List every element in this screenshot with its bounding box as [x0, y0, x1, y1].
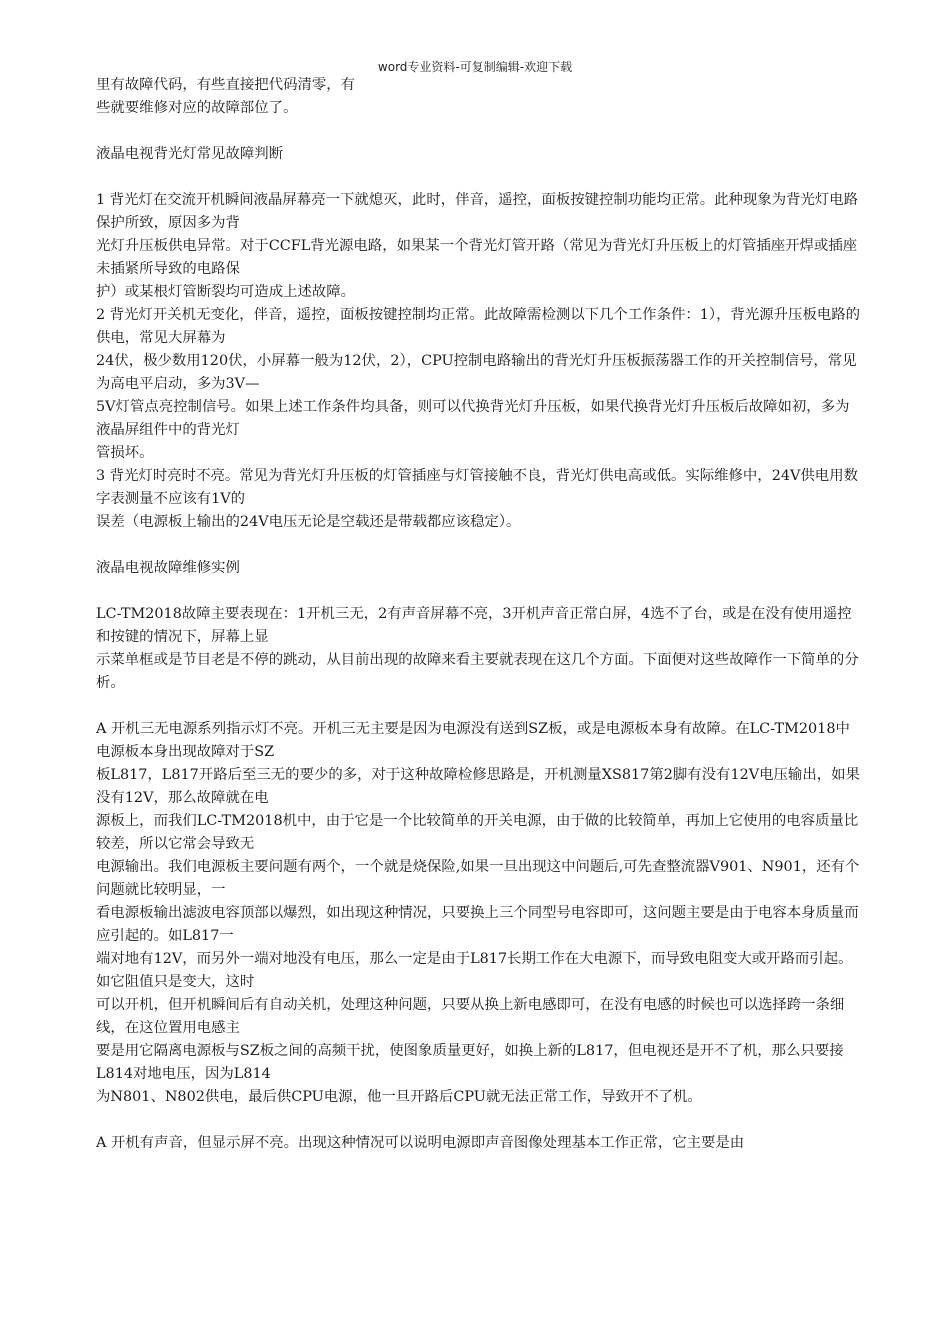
text-line: 电源输出。我们电源板主要问题有两个，一个就是烧保险,如果一旦出现这中问题后,可先查整流器V901、N901，还有个问题就比较明显，一	[96, 859, 860, 898]
paragraph	[96, 557, 860, 580]
text-line: 2 背光灯开关机无变化，伴音，遥控，面板按键控制均正常。此故障需检测以下几个工作条件：1），背光源升压板电路的供电，常见大屏幕为	[96, 307, 861, 346]
text-line: 5V灯管点亮控制信号。如果上述工作条件均具备，则可以代换背光灯升压板，如果代换背光灯升压板后故障如初，多为液晶屏组件中的背光灯	[96, 399, 850, 438]
text-line: 光灯升压板供电异常。对于CCFL背光源电路，如果某一个背光灯管开路（常见为背光灯升压板上的灯管插座开焊或插座未插紧所导致的电路保	[96, 238, 858, 277]
text-line: A 开机三无电源系列指示灯不亮。开机三无主要是因为电源没有送到SZ板，或是电源板本身有故障。在LC-TM2018中电源板本身出现故障对于SZ	[96, 721, 850, 760]
text-line: 端对地有12V，而另外一端对地没有电压，那么一定是由于L817长期工作在大电源下，而导致电阻变大或开路而引起。如它阻值只是变大，这时	[96, 951, 853, 990]
text-line: 要是用它隔离电源板与SZ板之间的高频干扰，使图象质量更好，如换上新的L817，但电视还是开不了机，那么只要接L814对地电压，因为L814	[96, 1043, 844, 1082]
text-line: 液晶电视故障维修实例	[96, 560, 240, 576]
text-line: 为N801、N802供电，最后供CPU电源，他一旦开路后CPU就无法正常工作，导致开不了机。	[96, 1089, 702, 1105]
paragraph	[96, 718, 860, 1109]
text-line: LC-TM2018故障主要表现在：1开机三无，2有声音屏幕不亮，3开机声音正常白屏，4选不了台，或是在没有使用遥控和按键的情况下，屏幕上显	[96, 606, 852, 645]
text-line: 1 背光灯在交流开机瞬间液晶屏幕亮一下就熄灭，此时，伴音，遥控，面板按键控制功能均正常。此种现象为背光灯电路保护所致，原因多为背	[96, 192, 859, 231]
paragraph	[96, 143, 860, 166]
text-line: 误差（电源板上输出的24V电压无论是空载还是带载都应该稳定）。	[96, 514, 521, 530]
text-line: 些就要维修对应的故障部位了。	[96, 100, 298, 116]
page-header: word专业资料-可复制编辑-欢迎下载	[377, 60, 573, 74]
text-line: 看电源板输出滤波电容顶部以爆烈，如出现这种情况，只要换上三个同型号电容即可，这问题主要是由于电容本身质量而应引起的。如L817一	[96, 905, 859, 944]
text-line: 板L817，L817开路后至三无的要少的多，对于这种故障检修思路是，开机测量XS817第2脚有没有12V电压输出，如果没有12V，那么故障就在电	[96, 767, 860, 806]
paragraph	[96, 189, 860, 534]
text-line: 液晶电视背光灯常见故障判断	[96, 146, 284, 162]
text-line: 可以开机，但开机瞬间后有自动关机，处理这种问题，只要从换上新电感即可，在没有电感的时候也可以选择跨一条细线，在这位置用电感主	[96, 997, 845, 1036]
text-line: 源板上，而我们LC-TM2018机中，由于它是一个比较简单的开关电源，由于做的比较简单，再加上它使用的电容质量比较差，所以它常会导致无	[96, 813, 859, 852]
text-line: A 开机有声音，但显示屏不亮。出现这种情况可以说明电源即声音图像处理基本工作正常，它主要是由	[96, 1135, 745, 1151]
document-body	[96, 74, 860, 1155]
text-line: 示菜单框或是节目老是不停的跳动，从目前出现的故障来看主要就表现在这几个方面。下面便对这些故障作一下简单的分析。	[96, 652, 859, 691]
text-line: 护）或某根灯管断裂均可造成上述故障。	[96, 284, 356, 300]
text-line: 3 背光灯时亮时不亮。常见为背光灯升压板的灯管插座与灯管接触不良，背光灯供电高或低。实际维修中，24V供电用数字表测量不应该有1V的	[96, 468, 858, 507]
text-line: 24伏，极少数用120伏，小屏幕一般为12伏，2），CPU控制电路输出的背光灯升压板振荡器工作的开关控制信号，常见为高电平启动，多为3V—	[96, 353, 857, 392]
paragraph	[96, 603, 860, 695]
text-line: 里有故障代码，有些直接把代码清零，有	[96, 77, 356, 93]
paragraph	[96, 74, 860, 120]
paragraph	[96, 1132, 860, 1155]
text-line: 管损坏。	[96, 445, 154, 461]
